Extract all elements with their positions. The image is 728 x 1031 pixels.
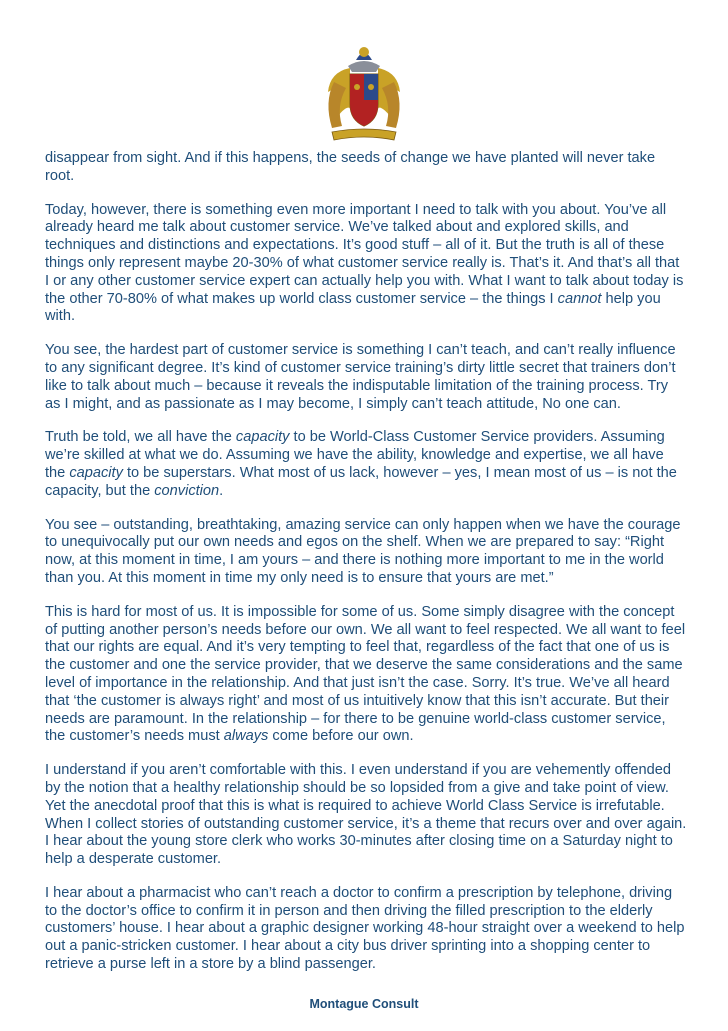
paragraph-text: You see – outstanding, breathtaking, amazing service can only happen when we have the courage to unequivocally put our own needs and egos on the shelf. When we are prepared to say: “Right now, at this moment in time, I am yours – and there is nothing more important to me in the world than you. At this moment in time my only need is to ensure that yours are met.” (45, 516, 681, 586)
paragraph-text: This is hard for most of us. It is impossible for some of us. Some simply disagree with the concept of putting another person’s needs before our own. We all want to feel respected. We all want to feel that our rights are equal. And it’s very tempting to feel that, regardless of the fact that one of us is the customer and one the service provider, that we deserve the same considerations and the same level of importance in the relationship. And that just isn’t the case. Sorry. It’s true. We’ve all heard that ‘the customer is always right’ and most of us intuitively know that this isn’t accurate. But their needs are paramount. In the relationship – for there to be genuine world-class customer service, the customer’s needs must (45, 603, 686, 745)
paragraph-text: to be superstars. What most of us lack, however – yes, I mean most of us – is not the capacity, but the (45, 464, 677, 499)
paragraph (45, 762, 687, 869)
paragraph (45, 604, 687, 746)
paragraph (45, 517, 687, 588)
paragraph-text: You see, the hardest part of customer service is something I can’t teach, and can’t really influence to any significant degree. It’s kind of customer service training’s dirty little secret that trainers don’t like to talk about much – because it reveals the indisputable limitation of the training process. Try as I might, and as passionate as I may become, I simply can’t teach attitude, No one can. (45, 342, 676, 412)
emphasis-text: conviction (154, 482, 220, 499)
paragraph-text: help you with. (45, 290, 661, 325)
emphasis-text: capacity (235, 429, 290, 446)
paragraph (45, 150, 687, 186)
footer-company-name: Montague Consult (309, 997, 419, 1011)
paragraph (45, 202, 687, 327)
emphasis-text: capacity (69, 464, 123, 481)
paragraph-text: Today, however, there is something even more important I need to talk with you about. You’ve all already heard me talk about customer service. We’ve talked about and explored skills, and techniques and distinctions and expectations. It’s good stuff – all of it. But the truth is all of these things only represent maybe 20-30% of what customer service really is. That’s it. And that’s all that I or any other customer service expert can actually help you with. What I want to talk about today is the other 70-80% of what makes up world class customer service – the things I (45, 201, 684, 307)
emphasis-text: always (223, 728, 269, 745)
paragraph (45, 429, 687, 500)
paragraph (45, 342, 687, 413)
paragraph-text: disappear from sight. And if this happens, the seeds of change we have planted will never take root. (45, 150, 656, 184)
paragraph (45, 885, 687, 974)
coat-of-arms-icon (320, 42, 408, 146)
paragraph-text: I hear about a pharmacist who can’t reach a doctor to confirm a prescription by telephone, driving to the doctor’s office to confirm it in person and then driving the filled prescription to the elderly customers’ house. I hear about a graphic designer working 48-hour straight over a weekend to help out a panic-stricken customer. I hear about a city bus driver sprinting into a shopping center to retrieve a purse left in a store by a blind passenger. (45, 884, 685, 973)
emphasis-text: cannot (557, 290, 602, 307)
paragraph-text: come before our own. (268, 728, 414, 745)
paragraph-text: . (219, 482, 224, 499)
paragraph-text: Truth be told, we all have the (45, 429, 236, 446)
paragraph-text: I understand if you aren’t comfortable with this. I even understand if you are vehemently offended by the notion that a healthy relationship should be so lopsided from a give and take point of view. Yet the anecdotal proof that this is what is required to achieve World Class Service is irrefutable. When I collect stories of outstanding customer service, it’s a theme that recurs over and over again. I hear about the young store clerk who works 30-minutes after closing time on a Saturday night to help a desperate customer. (45, 762, 687, 868)
document-body (45, 150, 687, 990)
paragraph-text: to be World-Class Customer Service providers. Assuming we’re skilled at what we do. Assuming we have the ability, knowledge and expertise, we all have the (45, 429, 665, 481)
